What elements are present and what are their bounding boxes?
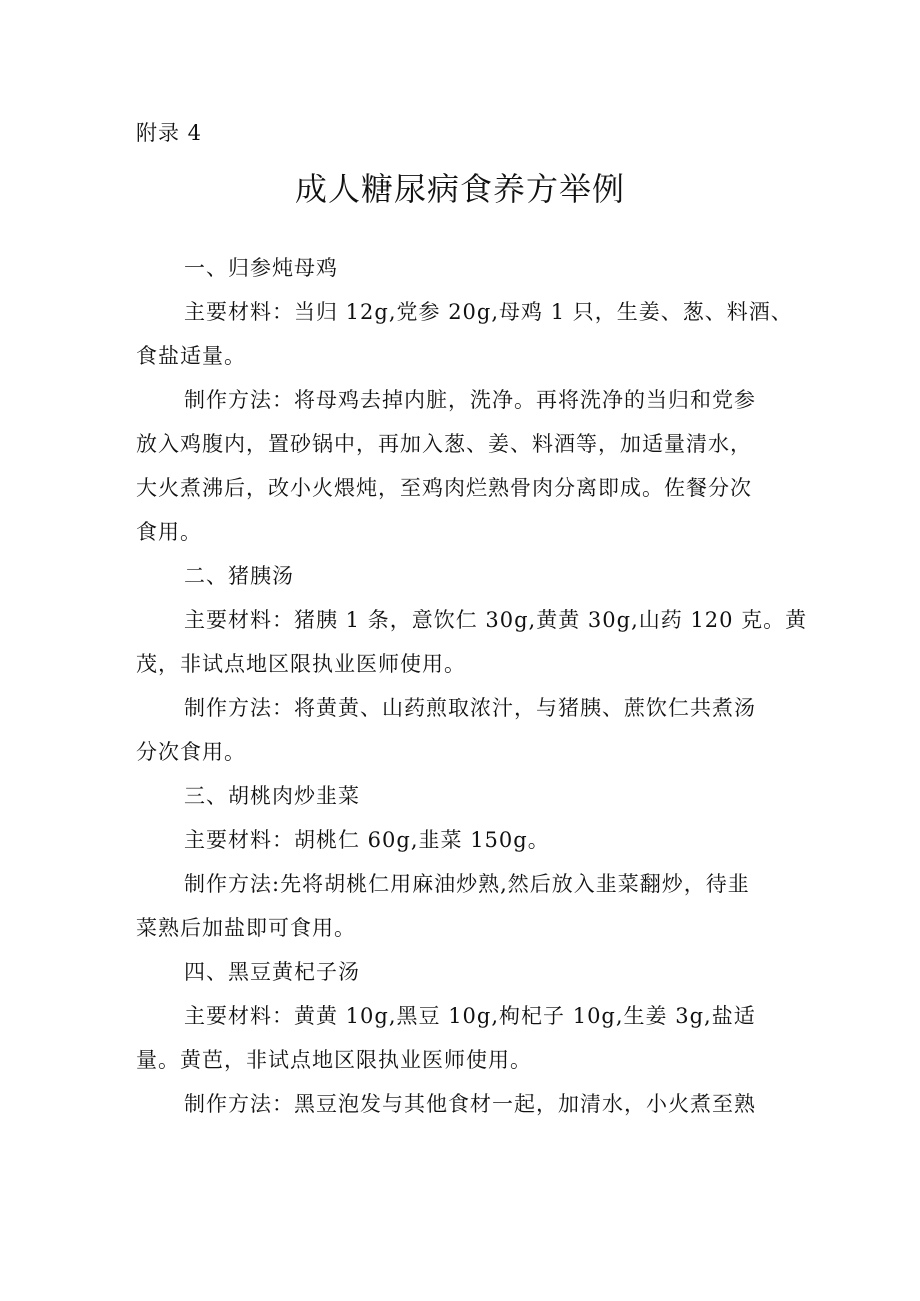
section-1-ingredients-line-2: 食盐适量。 bbox=[136, 344, 246, 368]
section-2-ingredients-line-2: 茂，非试点地区限执业医师使用。 bbox=[136, 652, 466, 676]
section-1-method-line-2: 放入鸡腹内，置砂锅中，再加入葱、姜、料酒等，加适量清水， bbox=[136, 432, 752, 456]
section-2-method-line-2: 分次食用。 bbox=[136, 740, 246, 764]
section-3-method-line-1: 制作方法:先将胡桃仁用麻油炒熟,然后放入韭菜翻炒，待韭 bbox=[184, 872, 750, 896]
section-1-ingredients-line-1: 主要材料：当归 12g,党参 20g,母鸡 1 只，生姜、葱、料酒、 bbox=[184, 300, 793, 324]
section-3-ingredients-line-1: 主要材料：胡桃仁 60g,韭菜 150g。 bbox=[184, 828, 550, 852]
section-2-ingredients-line-1: 主要材料：猪胰 1 条，意饮仁 30g,黄黄 30g,山药 120 克。黄 bbox=[184, 608, 808, 632]
section-2-method-line-1: 制作方法：将黄黄、山药煎取浓汁，与猪胰、蔗饮仁共煮汤 bbox=[184, 696, 756, 720]
section-1-method-line-3: 大火煮沸后，改小火煨炖，至鸡肉烂熟骨肉分离即成。佐餐分次 bbox=[136, 476, 752, 500]
section-heading-3: 三、胡桃肉炒韭菜 bbox=[184, 784, 360, 808]
page-title: 成人糖尿病食养方举例 bbox=[294, 170, 625, 208]
section-1-method-line-1: 制作方法：将母鸡去掉内脏，洗净。再将洗净的当归和党参 bbox=[184, 388, 756, 412]
section-4-ingredients-line-1: 主要材料：黄黄 10g,黑豆 10g,枸杞子 10g,生姜 3g,盐适 bbox=[184, 1004, 756, 1028]
section-3-method-line-2: 菜熟后加盐即可食用。 bbox=[136, 916, 356, 940]
section-4-method-line-1: 制作方法：黑豆泡发与其他食材一起，加清水，小火煮至熟 bbox=[184, 1092, 756, 1116]
section-1-method-line-4: 食用。 bbox=[136, 520, 202, 544]
section-heading-4: 四、黑豆黄杞子汤 bbox=[184, 960, 360, 984]
section-heading-2: 二、猪胰汤 bbox=[184, 564, 294, 588]
appendix-label: 附录 4 bbox=[136, 121, 203, 145]
section-4-ingredients-line-2: 量。黄芭，非试点地区限执业医师使用。 bbox=[136, 1048, 532, 1072]
section-heading-1: 一、归参炖母鸡 bbox=[184, 256, 338, 280]
